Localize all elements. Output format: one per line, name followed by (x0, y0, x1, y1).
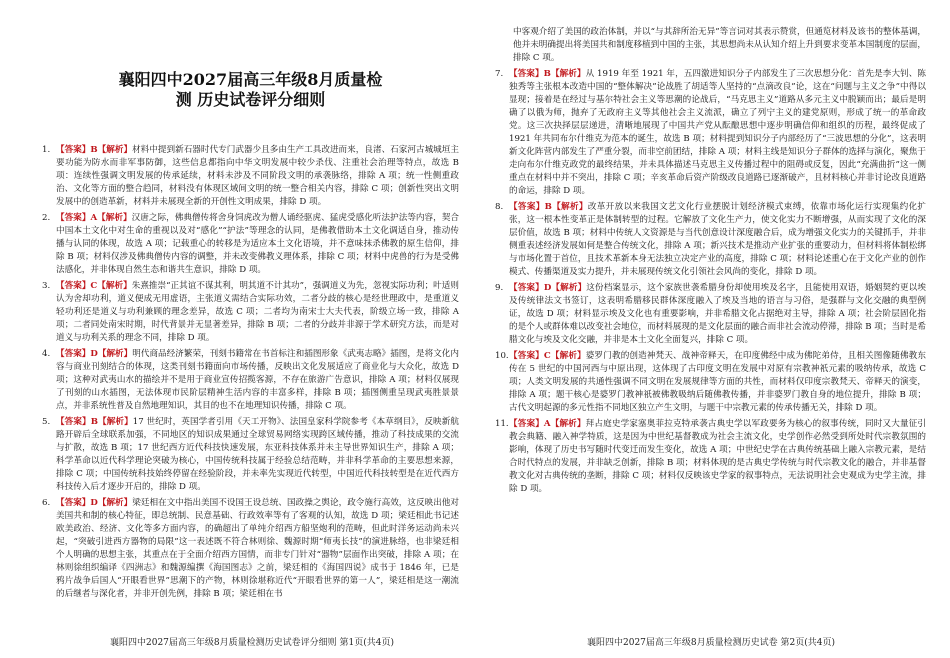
question-number: 2. (42, 213, 51, 223)
question-body (509, 201, 926, 279)
continued-text: 中客观介绍了美国的政治体制，并以“与其辞所治无异”等言词对其表示赞赏，但通览材料及该书的整体基调，他并未明确提出将美国共和制度移植到中国的主张，其思想尚未从认知介绍上升到要求变革本国制度的层面，排除 C 项。 (513, 27, 926, 63)
question-number: 8. (495, 202, 504, 212)
explanation-text: 朱熹推崇“正其谊不谋其利，明其道不计其功”，强调道义为先，忽视实际功利；叶适则认为舍却功利，道义便成无用虚语，主张道义需结合实际功效，二者分歧的核心是经世理政中，是重道义轻功利还是道义与功利兼顾的理念差异，故选 C 项；二者均为南宋士大夫代表，阶级立场一致，排除 A 项；二者同处南宋时期，时代背景并无显著差异，排除 B 项；二者的分歧并非源于学术研究方法，而是对道义与功利关系的理念不同，排除 D 项。 (56, 281, 459, 343)
answer-tag: 【答案】A【解析】 (56, 213, 132, 223)
question-item (42, 497, 459, 601)
explanation-text: 婆罗门教的创造神梵天、战神帝释天，在印度佛经中成为佛陀弟侍，且相关图像随佛教东传在 5 世纪的中国河西与中原出现，这体现了古印度文明在发展中对原有宗教神祇元素的吸纳传承，故选 C 项；人类文明发展的共通性强调不同文明在发展规律等方面的共性，而材料仅印度宗教梵天、帝释天的演变，排除 A 项；题干核心是婆罗门教神祇被佛教吸纳后随佛教传播，并非婆罗门教自身的地位提升，排除 B 项；古代文明起源的多元性指不同地区独立产生文明，与题干中宗教元素的传承传播无关，排除 D 项。 (509, 351, 926, 413)
explanation-text: 这份档案显示，这个家族世袭希腊身份却使用埃及名字，且能使用双语，婚姻契约更以埃及传统律法文书签订，这表明希腊移民群体深度融入了埃及当地的语言与习俗，是强群与文化交融的典型例证，故选 D 项；材料显示埃及文化也有重要影响，并非希腊文化占据绝对主导，排除 A 项；社会阶层固化指的是个人或群体难以改变社会地位，而材料展现的是文化层面的融合而非社会流动停滞，排除 B 项；当时是希腊文化与埃及文化交融，并非是本土文化全面复兴，排除 C 项。 (509, 283, 926, 345)
question-item (495, 418, 926, 496)
question-number: 11. (495, 419, 509, 429)
question-number: 10. (495, 351, 509, 361)
question-item (495, 282, 926, 347)
title-line-2: 测 历史试卷评分细则 (175, 90, 326, 109)
question-body (56, 416, 459, 494)
question-body (56, 348, 459, 413)
answer-tag: 【答案】B【解析】 (509, 202, 588, 212)
question-item (42, 416, 459, 494)
question-number: 4. (42, 349, 51, 359)
explanation-text: 汉唐之际，佛典僧传将舍身饲虎改为僧人诵经驱虎、猛虎受感化听法护法等内容，契合中国本土文化中对生命的重视以及对“感化”“护法”等理念的认同，是佛教借助本土文化调适自身，推动传播与认同的体现，故选 A 项；记载重心的转移是为适应本土文化语境，并不意味抹杀佛教的原生信仰，排除 B 项；材料仅涉及佛典僧传内容的调整，并未改变佛教义理体系，排除 C 项；材料中虎兽的行为是受佛法感化，并非体现自然生态和谐共生意识，排除 D 项。 (56, 213, 459, 275)
answer-tag: 【答案】A【解析】 (509, 419, 586, 429)
explanation-text: 明代商品经济繁荣，刊刻书籍常在书首标注和插图形象《武夷志略》插图，是将文化内容与商业刊刻结合的体现，这类刊刻书籍面向市场传播，反映出文化发展适应了商业化与大众化，故选 D 项；这种对武夷山水的描绘并不是用于商业宣传招揽客源，不存在旅游广告意识，排除 A 项；材料仅展现了刊刻的山水插图，无法体现市民阶层精神生活内容的丰富多样，排除 B 项；插图侧重呈现武夷胜景景点，并非系统性普及自然地理知识，其目的也不在地理知识传播，排除 C 项。 (56, 349, 459, 411)
right-page (475, 0, 950, 658)
question-body (509, 418, 926, 496)
explanation-text: 17 世纪时，英国学者引用《天工开物》、法国皇家科学院参考《本草纲目》，反映新航路开辟后全球联系加强，不同地区的知识成果通过全球贸易网络实现跨区域传播，推动了科技成果的交流与扩散，故选 B 项；17 世纪西方近代科技快速发展，东亚科技体系并未主导世界知识生产，排除 A 项；科学革命以近代科学理论突破为核心，中国传统科技属于经验总结范畴，并非科学革命的主要思想来源，排除 C 项；中国传统科技始终停留在经验阶段，并未率先实现近代转型，中国近代科技转型是在近代西方科技传入后才逐步开启的，排除 D 项。 (56, 417, 460, 492)
answer-tag: 【答案】B【解析】 (56, 417, 133, 427)
question-body (56, 497, 459, 601)
answer-tag: 【答案】D【解析】 (56, 349, 133, 359)
question-body (509, 68, 926, 198)
question-item (42, 280, 459, 345)
question-body (509, 282, 926, 347)
question-number: 3. (42, 281, 51, 291)
question-body (56, 280, 459, 345)
question-item (495, 201, 926, 279)
document-title (42, 70, 459, 110)
question-item (42, 144, 459, 209)
question-item (42, 212, 459, 277)
question-number: 9. (495, 283, 504, 293)
question-body (509, 350, 926, 415)
question-body (56, 144, 459, 209)
right-page-footer: 襄阳四中2027届高三年级8月质量检测历史试卷 第2页(共4页) (587, 638, 835, 648)
left-question-list (42, 144, 459, 601)
title-line-1: 襄阳四中2027届高三年级8月质量检 (118, 70, 383, 89)
question-item (42, 348, 459, 413)
explanation-text: 从 1919 年至 1921 年，五四激进知识分子内部发生了三次思想分化：首先是李大钊、陈独秀等主张根本改造中国的“整体解决”论战胜了胡适等人坚持的“点滴改良”论，这在“问题与主义之争”中得以显现；接着是在经过与基尔特社会主义等思潮的论战后，“马克思主义”道路从多元主义中脱颖而出；最后是明确了以俄为师，抛弃了无政府主义等其他社会主义流派，确立了列宁主义的建党原则，形成了统一的革命政党。这三次抉择层层递进，清晰地展现了中国共产党从酝酿思想中逐步明确信仰和组织的历程，最终促成了 1921 年共同布尔什维克为范本的诞生，故选 B 项；材料提到知识分子内部经历了“三波思想的分化”，这表明新文化阵营内部发生了严重分裂，而非空前团结，排除 A 项；材料主线是知识分子群体的选择与演化，聚焦于走向布尔什维克政党的最终结果，并未具体描述马克思主义传播过程中的阻碍或反复，因此“充满曲折”这一侧重点在材料中并不突出，排除 C 项；辛亥革命后资产阶级改良道路已逐渐破产，且材料核心并非讨论改良道路的命运，排除 D 项。 (509, 69, 927, 196)
answer-tag: 【答案】D【解析】 (56, 498, 133, 508)
right-question-list (495, 68, 926, 496)
answer-tag: 【答案】B【解析】 (56, 145, 133, 155)
explanation-text: 拜占庭史学家塞奥菲拉克特承袭古典史学以军政要务为核心的叙事传统，同时又大量征引教会典籍、融入神学特质，这是因为中世纪基督教成为社会主流文化，史学创作必然受到所处时代宗教氛围的影响，体现了历史书写随时代变迁而发生变化，故选 A 项；中世纪史学在古典传统基础上融入宗教元素，是结合时代特点的发展，并非缺乏创新，排除 B 项；材料体现的是古典史学传统与时代宗教文化的融合，并非基督教文化对古典传统的垄断，排除 C 项；材料仅反映该史学家的叙事特点，无法说明社会史观成为史学主流，排除 D 项。 (509, 419, 926, 494)
question-number: 7. (495, 69, 504, 79)
question-body (56, 212, 459, 277)
question-number: 5. (42, 417, 51, 427)
left-page-footer: 襄阳四中2027届高三年级8月质量检测历史试卷评分细则 第1页(共4页) (110, 638, 394, 648)
explanation-text: 材料中提到新石器时代专门武器少且多由生产工具改进而来，良渚、石家河古城城垣主要功能为防水而非军事防御，这些信息都指向中华文明发展中较少杀伐、注重社会治理等特点，故选 B 项：连续性强调文明发展的传承延续，材料未涉及不同阶段文明的承袭脉络，排除 A 项；统一性侧重政治、文化等方面的整合趋同，材料没有体现区域间文明的统一整合相关内容，排除 C 项；创新性突出文明发展中的创造革新，材料并未展现全新的开创性文明成果，排除 D 项。 (56, 145, 459, 207)
explanation-text: 改革开放以来我国文艺文化行业摆脱计划经济模式束缚，依靠市场化运行实现集约化扩张，这一根本性变革正是体制转型的过程。它解放了文化生产力，使文化实力不断增强，从而实现了文化的深层价值，故选 B 项；材料中传统人文资源是与当代创意设计深度融合后，成为增强文化实力的关键抓手，并非侧重表述经济发展如何是整合传统文化，排除 A 项；新兴技术是推动产业扩张的重要动力，但材料将体制松绑与市场化置于首位，且技术革新本身无法独立决定产业的高度，排除 C 项；材料论述重心在于文化产业的创作模式、传播渠道及实力提升，并未展现传统文化引领社会风尚的变化，排除 D 项。 (509, 202, 926, 277)
answer-tag: 【答案】C【解析】 (56, 281, 132, 291)
answer-tag: 【答案】D【解析】 (509, 283, 587, 293)
question-number: 1. (42, 145, 51, 155)
answer-tag: 【答案】B【解析】 (509, 69, 586, 79)
answer-tag: 【答案】C【解析】 (509, 351, 586, 361)
question-item (495, 68, 926, 198)
question-number: 6. (42, 498, 51, 508)
question-item (495, 350, 926, 415)
explanation-text: 梁廷相在文中指出美国不设国王设总统、国政操之舆论，政令施行高效，这反映出他对美国共和制的核心特征，即总统制、民意基础、行政效率等有了客观的认知，故选 D 项；梁廷相此书记述欧美政治、经济、文化等多方面内容，的确超出了单纯介绍西方船坚炮利的范畴，但此时洋务运动尚未兴起，“突破引进西方器物的局限”这一表述既不符合林则徐、魏源时期“师夷长技”的演进脉络，也非梁廷相个人明确的思想主张，其重点在于全面介绍西方国情，而非专门针对“器物”层面作出突破，排除 A 项；在林则徐组织编译《四洲志》和魏源编撰《海国图志》之前，梁廷相的《海国四说》成书于 1846 年，已是鸦片战争后国人“开眼看世界”思潮下的产物，林则徐堪称近代“开眼看世界的第一人”，梁廷相是这一潮流的后继者与深化者，并非开创先例，排除 B 项；梁廷相在书 (56, 498, 459, 599)
